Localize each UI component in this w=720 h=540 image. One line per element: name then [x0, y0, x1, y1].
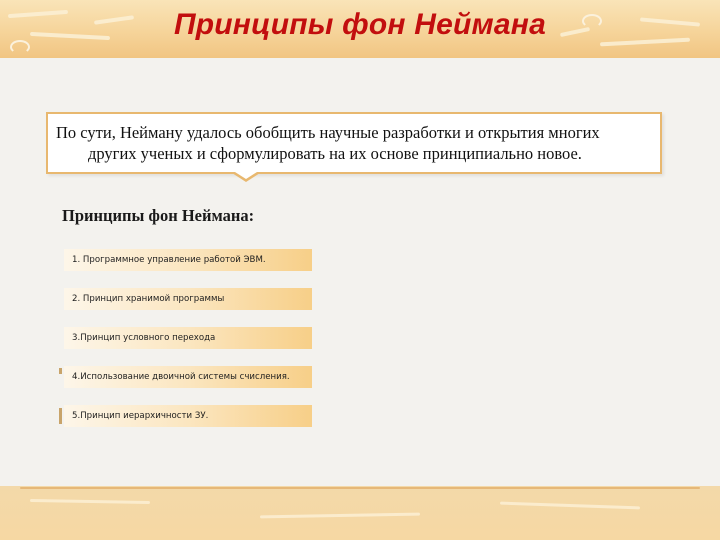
- decorative-stroke: [500, 502, 640, 510]
- callout-text-line-2: других ученых и сформулировать на их основе принципиально новое.: [88, 144, 582, 163]
- item-marker: [59, 368, 62, 374]
- slide-title: Принципы фон Неймана: [173, 8, 546, 41]
- principle-item: 4.Использование двоичной системы счисления.: [64, 366, 312, 388]
- bottom-divider: [20, 487, 700, 489]
- callout-text-line-1: По сути, Нейману удалось обобщить научные разработки и открытия многих: [56, 123, 600, 142]
- item-marker: [59, 408, 62, 424]
- principle-item: 3.Принцип условного перехода: [64, 327, 312, 349]
- principle-item: 1. Программное управление работой ЭВМ.: [64, 249, 312, 271]
- callout-box: [46, 112, 662, 174]
- principle-item: 5.Принцип иерархичности ЗУ.: [64, 405, 312, 427]
- decorative-squiggle: [10, 40, 30, 54]
- decorative-stroke: [30, 499, 150, 504]
- decorative-stroke: [260, 513, 420, 519]
- callout-pointer-fill: [235, 172, 257, 179]
- principle-item: 2. Принцип хранимой программы: [64, 288, 312, 310]
- principles-heading: Принципы фон Неймана:: [62, 206, 255, 225]
- bottom-decorative-band: [0, 486, 720, 540]
